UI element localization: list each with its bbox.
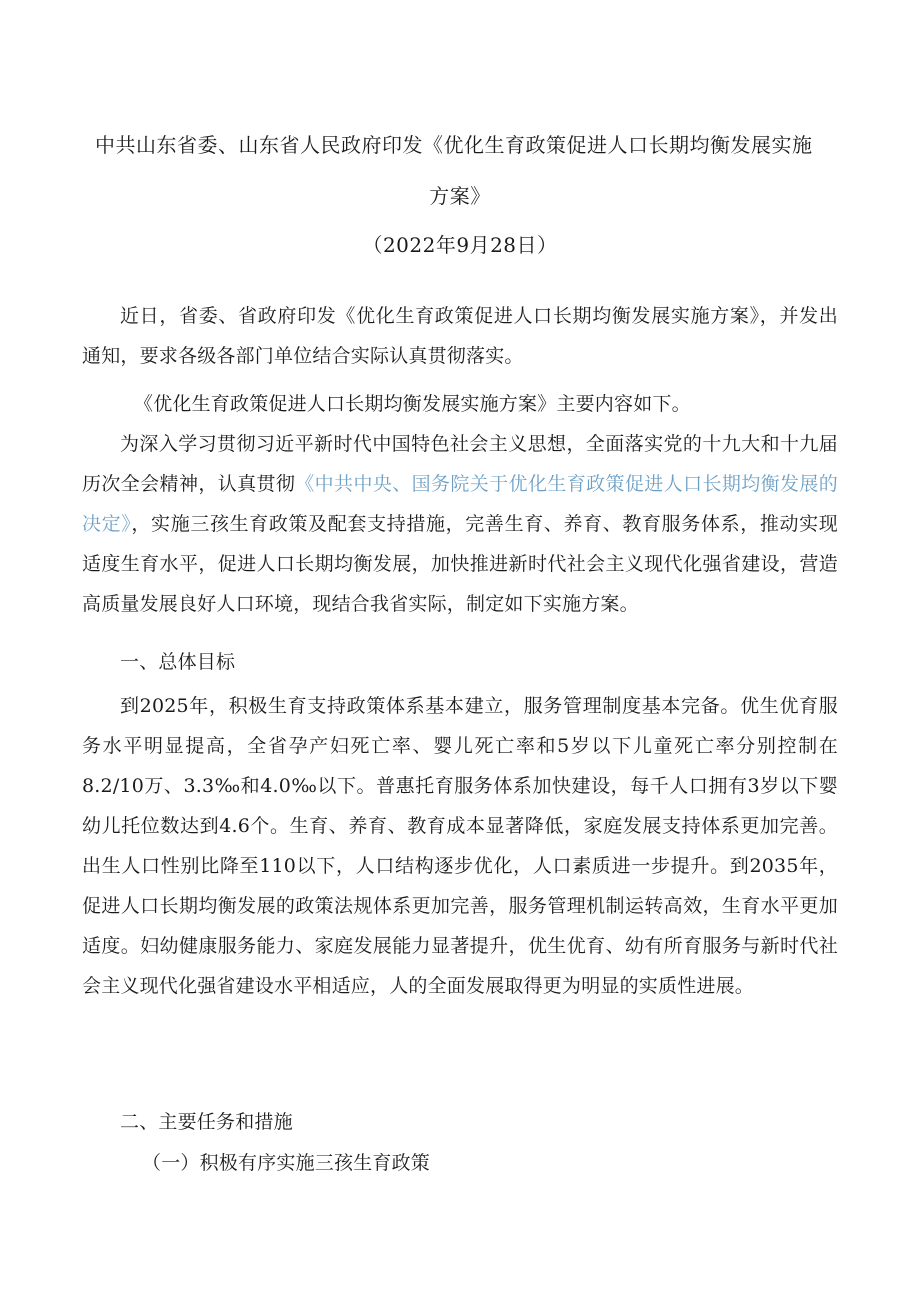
- paragraph-text: 《优化生育政策促进人口长期均衡发展实施方案》主要内容如下。: [134, 393, 691, 415]
- paragraph-purpose: [82, 424, 838, 624]
- paragraph-goals: [82, 686, 838, 1006]
- heading-text: （一）积极有序实施三孩生育政策: [142, 1152, 431, 1174]
- subsection-heading-three-child-policy: [82, 1143, 838, 1183]
- paragraph-text: 近日，省委、省政府印发《优化生育政策促进人口长期均衡发展实施方案》，并发出通知，要求各级各部门单位结合实际认真贯彻落实。: [82, 305, 838, 367]
- paragraph-text: [82, 424, 838, 624]
- document-title-line2: 方案》: [429, 184, 491, 208]
- section-heading-overall-goals: [82, 642, 838, 682]
- document-title-line1: 中共山东省委、山东省人民政府印发《优化生育政策促进人口长期均衡发展实施: [95, 133, 813, 157]
- paragraph-text-after-link: ，实施三孩生育政策及配套支持措施，完善生育、养育、教育服务体系，推动实现适度生育水平，促进人口长期均衡发展，加快推进新时代社会主义现代化强省建设，营造高质量发展良好人口环境，现结合我省实际，制定如下实施方案。: [82, 513, 838, 615]
- paragraph-text-before-link: 为深入学习贯彻习近平新时代中国特色社会主义思想，全面落实党的十九大和十九届历次全会精神，认真贯彻: [82, 433, 838, 495]
- section-heading-tasks: [82, 1102, 838, 1142]
- paragraph-intro: [82, 296, 838, 376]
- heading-text: 一、总体目标: [120, 651, 236, 673]
- policy-document-link[interactable]: 《中共中央、国务院关于优化生育政策促进人口长期均衡发展的决定》: [82, 473, 838, 535]
- heading-text: 二、主要任务和措施: [120, 1111, 293, 1133]
- paragraph-text: 到2025年，积极生育支持政策体系基本建立，服务管理制度基本完备。优生优育服务水平明显提高，全省孕产妇死亡率、婴儿死亡率和5岁以下儿童死亡率分别控制在8.2/10万、3.3‰和4.0‰以下。普惠托育服务体系加快建设，每千人口拥有3岁以下婴幼儿托位数达到4.6个。生育、养育、教育成本显著降低，家庭发展支持体系更加完善。出生人口性别比降至110以下，人口结构逐步优化，人口素质进一步提升。到2035年，促进人口长期均衡发展的政策法规体系更加完善，服务管理机制运转高效，生育水平更加适度。妇幼健康服务能力、家庭发展能力显著提升，优生优育、幼有所育服务与新时代社会主义现代化强省建设水平相适应，人的全面发展取得更为明显的实质性进展。: [82, 695, 838, 997]
- paragraph-content-intro: [82, 384, 838, 424]
- document-date: （2022年9月28日）: [362, 233, 558, 257]
